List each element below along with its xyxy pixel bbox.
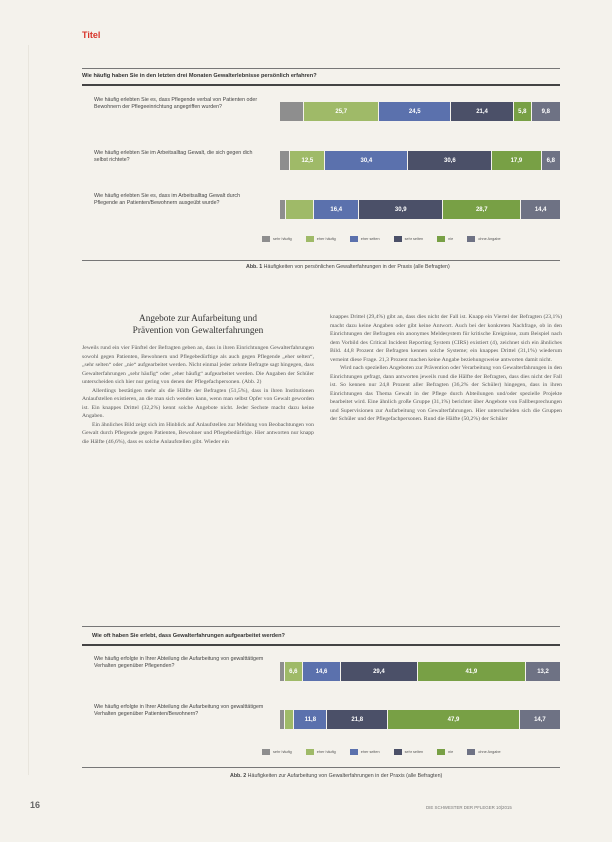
legend-swatch (350, 749, 358, 755)
paragraph: knappes Drittel (29,4%) gibt an, dass dies nicht der Fall ist. Knapp ein Viertel der Befragten (23,1%) macht dazu keine Angaben oder gibt keine Antwort. Auch bei der konkreten Nachfrage, ob in den Einrichtungen der Befragten ein anonymes Meldesystem für kritische Ereignisse, zum Beispiel nach dem Vorbild des Critical Incident Reporting System (CIRS) existiert (4), zeichnet sich ein ähnliches Bild. 44,8 Prozent der Befragten kennen solche Systeme; ein knappes Drittel (31,1%) wiederum verneint diese Frage. 21,3 Prozent machen keine Angabe beziehungsweise antworten damit nicht. (330, 314, 562, 363)
chart2-caption-label: Abb. 2 (230, 773, 247, 779)
legend-item (394, 236, 424, 242)
bar-segment-eher-selten: 30,4 (324, 151, 407, 170)
bar-segment-nie: 17,9 (491, 151, 540, 170)
legend-label: eher selten (360, 237, 380, 241)
chart2-question-2: Wie häufig erfolgte in Ihrer Abteilung die Aufarbeitung von gewalttätigem Verhalten gegenüber Patienten/Bewohnern? (94, 704, 264, 717)
chart2-caption-rule (82, 767, 560, 768)
bar-segment-ohne-Angabe: 14,4 (520, 200, 560, 219)
legend-item (437, 749, 453, 755)
bar-segment-ohne-Angabe: 6,8 (541, 151, 560, 170)
article-column-right (330, 313, 562, 424)
legend-label: nie (448, 750, 454, 754)
bar-segment-sehr-selten: 30,6 (407, 151, 491, 170)
chart1-question-2: Wie häufig erlebten Sie im Arbeitsalltag Gewalt, die sich gegen dich selbst richtete? (94, 150, 253, 163)
legend-swatch (262, 236, 270, 242)
bar-segment-eher-selten: 16,4 (313, 200, 358, 219)
chart2-heading-rule (82, 644, 560, 646)
page-number: 16 (30, 800, 41, 810)
chart1-bar-2 (280, 151, 560, 170)
legend-item (350, 236, 380, 242)
bar-segment-ohne-Angabe: 14,7 (519, 710, 560, 729)
legend-item (394, 749, 424, 755)
paragraph: Allerdings bestätigen mehr als die Hälfte der Befragten (51,5%), dass in ihren Institutionen Anlaufstellen existieren, an die man sich wenden kann, wenn man selbst Opfer von Gewalt geworden ist. Ein knappes Drittel (32,2%) kennt solche Angebote nicht. Jeder Sechste macht dazu keine Angaben. (82, 387, 314, 419)
bar-segment-sehr-selten: 21,4 (450, 102, 513, 121)
legend-swatch (350, 236, 358, 242)
chart1-question-3: Wie häufig erlebten Sie es, dass im Arbeitsalltag Gewalt durch Pflegende an Patienten/Bewohnern ausgeübt wurde? (94, 193, 241, 206)
chart1-caption-rule (82, 260, 560, 261)
bar-segment-eher-häufig: 6,6 (284, 662, 302, 681)
bar-segment-eher-selten: 14,6 (302, 662, 340, 681)
chart1-heading-rule (82, 84, 560, 86)
chart1-top-rule (82, 68, 560, 69)
legend-swatch (262, 749, 270, 755)
legend-item (262, 749, 292, 755)
legend-label: nie (448, 237, 454, 241)
legend-swatch (467, 236, 475, 242)
paragraph: Jeweils rund ein vier Fünftel der Befragten geben an, dass in ihren Einrichtungen Gewalterfahrungen sowohl gegen Patienten, Bewohnern und Pflegebedürftige als auch gegen Pflegende „eher selten“, „sehr selten“ oder „nie“ aufgearbeitet werden. Nicht einmal jeder zehnte Befragte sagt hingegen, dass Gewalterfahrungen „sehr häufig“ oder „eher häufig“ aufgearbeitet werden. Die Angaben der Schüler unterscheiden sich hier nur gering von denen der Pflegefachpersonen. (Abb. 2) (82, 345, 314, 385)
article-title (82, 313, 314, 337)
chart2-bar-2 (280, 710, 560, 729)
bar-segment-eher-selten: 24,5 (378, 102, 450, 121)
legend-label: eher häufig (316, 750, 336, 754)
page-edge-shadow (28, 45, 29, 775)
legend-swatch (394, 236, 402, 242)
chart1-caption-label: Abb. 1 (246, 264, 263, 270)
chart2-heading: Wie oft haben Sie erlebt, dass Gewalterfahrungen aufgearbeitet werden? (92, 633, 285, 639)
article-title-line-1: Angebote zur Aufarbeitung und (139, 314, 257, 324)
legend-label: eher häufig (316, 237, 336, 241)
bar-segment-sehr-häufig (280, 151, 289, 170)
legend-item (306, 236, 336, 242)
article-title-line-2: Prävention von Gewalterfahrungen (132, 326, 264, 336)
bar-segment-nie: 47,9 (387, 710, 519, 729)
chart2-caption (230, 773, 442, 779)
legend-item (437, 236, 453, 242)
bar-segment-sehr-häufig (280, 102, 303, 121)
bar-segment-eher-häufig (284, 710, 293, 729)
legend-label: sehr selten (404, 237, 424, 241)
legend-swatch (306, 749, 314, 755)
article-column-left (82, 344, 314, 446)
legend-item (467, 236, 500, 242)
bar-segment-nie: 28,7 (442, 200, 520, 219)
legend-swatch (306, 236, 314, 242)
legend-label: sehr häufig (273, 237, 292, 241)
chart2-caption-text: Häufigkeiten zur Aufarbeitung von Gewalterfahrungen in der Praxis (alle Befragten) (247, 773, 443, 779)
chart1-legend (262, 236, 501, 242)
bar-segment-ohne-Angabe: 13,2 (525, 662, 560, 681)
legend-label: ohne Angabe (478, 237, 501, 241)
chart1-bar-1 (280, 102, 560, 121)
chart1-question-1: Wie häufig erlebten Sie es, dass Pflegende verbal von Patienten oder Bewohnern der Pflegeeinrichtung angegriffen wurden? (94, 97, 258, 110)
chart2-question-1: Wie häufig erfolgte in Ihrer Abteilung die Aufarbeitung von gewalttätigem Verhalten gegenüber Pflegenden? (94, 656, 264, 669)
section-label: Titel (82, 30, 101, 40)
bar-segment-ohne-Angabe: 9,8 (531, 102, 560, 121)
legend-label: sehr selten (404, 750, 424, 754)
footer-text: DIE SCHWESTER DER PFLEGER 10|2015 (426, 805, 512, 810)
legend-swatch (437, 749, 445, 755)
bar-segment-eher-häufig: 12,5 (289, 151, 324, 170)
legend-label: sehr häufig (273, 750, 292, 754)
legend-item (262, 236, 292, 242)
chart1-caption-text: Häufigkeiten von persönlichen Gewalterfahrungen in der Praxis (alle Befragten) (263, 264, 450, 270)
legend-swatch (437, 236, 445, 242)
chart2-bar-1 (280, 662, 560, 681)
bar-segment-sehr-selten: 30,9 (358, 200, 442, 219)
chart2-legend (262, 749, 501, 755)
legend-swatch (394, 749, 402, 755)
bar-segment-eher-häufig: 25,7 (303, 102, 378, 121)
chart1-heading: Wie häufig haben Sie in den letzten drei Monaten Gewalterlebnisse persönlich erfahren? (82, 73, 317, 79)
bar-segment-eher-selten: 11,8 (293, 710, 326, 729)
legend-label: eher selten (360, 750, 380, 754)
bar-segment-eher-häufig (285, 200, 313, 219)
chart1-bar-3 (280, 200, 560, 219)
paragraph: Wird nach speziellen Angeboten zur Prävention oder Verarbeitung von Gewalterfahrungen in den Einrichtungen gefragt, dann antworten jeweils rund die Hälfte der Befragten, dass dies nicht der Fall ist. So kennen nur 24,8 Prozent aller Befragten (36,2% der Schüler) hingegen, dass in ihren Einrichtungen das Thema Gewalt in der Pflege durch Abteilungen und/oder spezielle Projekte bearbeitet wird. Eine ähnlich große Gruppe (31,1%) berichtet über Angebote von Fallbesprechungen und Supervisionen zur Aufarbeitung von Gewalterfahrungen. Hier unterscheiden sich die Gruppen der Schüler und der Pflegefachpersonen. Rund die Hälfte (50,2%) der Schüler (330, 365, 562, 422)
bar-segment-sehr-selten: 29,4 (340, 662, 416, 681)
paragraph: Ein ähnliches Bild zeigt sich im Hinblick auf Anlaufstellen zur Meldung von Beobachtungen von Gewalt durch Pflegende gegen Patienten, Bewohner und Pflegebedürftige. Hier antworten nur knapp die Hälfte (46,6%), dass es solche Anlaufstellen gibt. Wieder ein (82, 421, 314, 445)
bar-segment-sehr-selten: 21,8 (326, 710, 387, 729)
legend-item (467, 749, 500, 755)
legend-label: ohne Angabe (478, 750, 501, 754)
bar-segment-nie: 5,8 (513, 102, 531, 121)
legend-item (306, 749, 336, 755)
legend-swatch (467, 749, 475, 755)
chart1-caption (246, 264, 450, 270)
chart2-top-rule (82, 626, 560, 627)
bar-segment-nie: 41,9 (417, 662, 526, 681)
legend-item (350, 749, 380, 755)
